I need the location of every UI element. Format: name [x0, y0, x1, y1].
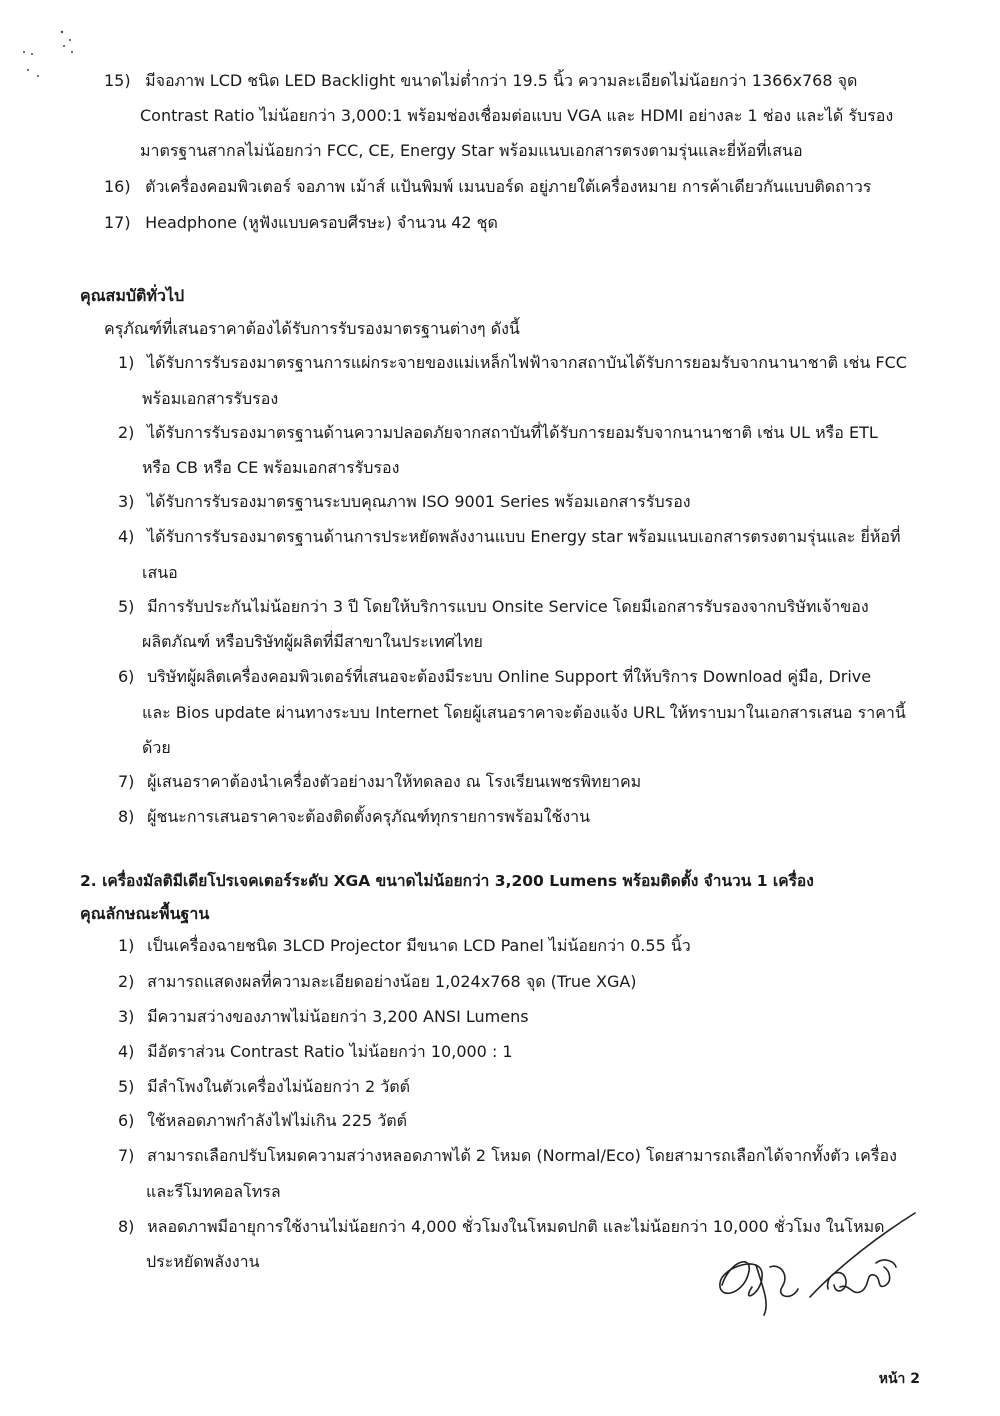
section-2-item-7-line-2: และรีโมทคอลโทรล	[146, 1182, 281, 1201]
general-item-8: 8) ผู้ชนะการเสนอราคาจะต้องติดตั้งครุภัณฑ์ทุกรายการพร้อมใช้งาน	[118, 807, 591, 826]
general-item-4-line-2: เสนอ	[142, 563, 178, 582]
item-15-line-3: มาตรฐานสากลไม่น้อยกว่า FCC, CE, Energy Star พร้อมแนบเอกสารตรงตามรุ่นและยี่ห้อที่เสนอ	[140, 141, 803, 160]
general-item-6-line-1: 6) บริษัทผู้ผลิตเครื่องคอมพิวเตอร์ที่เสนอจะต้องมีระบบ Online Support ที่ให้บริการ Download คู่มือ, Drive	[118, 667, 872, 686]
general-item-5-line-1: 5) มีการรับประกันไม่น้อยกว่า 3 ปี โดยให้บริการแบบ Onsite Service โดยมีเอกสารรับรองจากบริษัทเจ้าของ	[118, 597, 869, 616]
section-2-item-5: 5) มีลำโพงในตัวเครื่องไม่น้อยกว่า 2 วัตต์	[118, 1077, 410, 1096]
general-intro: ครุภัณฑ์ที่เสนอราคาต้องได้รับการรับรองมาตรฐานต่างๆ ดังนี้	[104, 319, 520, 338]
general-item-3: 3) ได้รับการรับรองมาตรฐานระบบคุณภาพ ISO 9001 Series พร้อมเอกสารรับรอง	[118, 492, 691, 511]
general-item-6-line-3: ด้วย	[142, 738, 171, 757]
general-heading: คุณสมบัติทั่วไป	[80, 286, 185, 305]
section-2-item-8-line-2: ประหยัดพลังงาน	[146, 1252, 260, 1271]
general-item-4-line-1: 4) ได้รับการรับรองมาตรฐานด้านการประหยัดพลังงานแบบ Energy star พร้อมแนบเอกสารตรงตามรุ่นและ ยี่ห้อที่	[118, 527, 901, 546]
scan-specks	[18, 24, 88, 84]
section-2-item-6: 6) ใช้หลอดภาพกำลังไฟไม่เกิน 225 วัตต์	[118, 1111, 408, 1130]
section-2-item-4: 4) มีอัตราส่วน Contrast Ratio ไม่น้อยกว่า 10,000 : 1	[118, 1042, 513, 1061]
section-2-item-8-line-1: 8) หลอดภาพมีอายุการใช้งานไม่น้อยกว่า 4,000 ชั่วโมงในโหมดปกติ และไม่น้อยกว่า 10,000 ชั่วโมง ในโหมด	[118, 1217, 885, 1236]
item-17: 17) Headphone (หูฟังแบบครอบศีรษะ) จำนวน 42 ชุด	[104, 213, 498, 232]
general-item-7: 7) ผู้เสนอราคาต้องนำเครื่องตัวอย่างมาให้ทดลอง ณ โรงเรียนเพชรพิทยาคม	[118, 772, 642, 791]
section-2-heading: 2. เครื่องมัลติมีเดียโปรเจคเตอร์ระดับ XGA ขนาดไม่น้อยกว่า 3,200 Lumens พร้อมติดตั้ง จำนวน 1 เครื่อง	[80, 872, 814, 890]
section-2-item-7-line-1: 7) สามารถเลือกปรับโหมดความสว่างหลอดภาพได้ 2 โหมด (Normal/Eco) โดยสามารถเลือกได้จากทั้งตัว เครื่อง	[118, 1146, 897, 1165]
handwritten-signature	[700, 1205, 930, 1325]
general-item-2-line-1: 2) ได้รับการรับรองมาตรฐานด้านความปลอดภัยจากสถาบันที่ได้รับการยอมรับจากนานาชาติ เช่น UL หรือ ETL	[118, 423, 878, 442]
general-item-2-line-2: หรือ CB หรือ CE พร้อมเอกสารรับรอง	[142, 458, 400, 477]
general-item-5-line-2: ผลิตภัณฑ์ หรือบริษัทผู้ผลิตที่มีสาขาในประเทศไทย	[142, 632, 483, 651]
item-16: 16) ตัวเครื่องคอมพิวเตอร์ จอภาพ เม้าส์ แป้นพิมพ์ เมนบอร์ด อยู่ภายใต้เครื่องหมาย การค้าเดียวกันแบบติดถาวร	[104, 177, 872, 196]
section-2-item-2: 2) สามารถแสดงผลที่ความละเอียดอย่างน้อย 1,024x768 จุด (True XGA)	[118, 972, 637, 991]
section-2-subheading: คุณลักษณะพื้นฐาน	[80, 904, 210, 923]
general-item-1-line-2: พร้อมเอกสารรับรอง	[142, 389, 279, 408]
general-item-6-line-2: และ Bios update ผ่านทางระบบ Internet โดยผู้เสนอราคาจะต้องแจ้ง URL ให้ทราบมาในเอกสารเสนอ ราคานี้	[142, 703, 906, 722]
section-2-item-1: 1) เป็นเครื่องฉายชนิด 3LCD Projector มีขนาด LCD Panel ไม่น้อยกว่า 0.55 นิ้ว	[118, 936, 691, 955]
section-2-item-3: 3) มีความสว่างของภาพไม่น้อยกว่า 3,200 ANSI Lumens	[118, 1007, 529, 1026]
general-item-1-line-1: 1) ได้รับการรับรองมาตรฐานการแผ่กระจายของแม่เหล็กไฟฟ้าจากสถาบันได้รับการยอมรับจากนานาชาติ เช่น FCC	[118, 353, 907, 372]
page-number: หน้า 2	[878, 1371, 920, 1387]
item-15-line-2: Contrast Ratio ไม่น้อยกว่า 3,000:1 พร้อมช่องเชื่อมต่อแบบ VGA และ HDMI อย่างละ 1 ช่อง และได้ รับรอง	[140, 106, 894, 125]
item-15-line-1: 15) มีจอภาพ LCD ชนิด LED Backlight ขนาดไม่ต่ำกว่า 19.5 นิ้ว ความละเอียดไม่น้อยกว่า 1366x768 จุด	[104, 71, 858, 90]
